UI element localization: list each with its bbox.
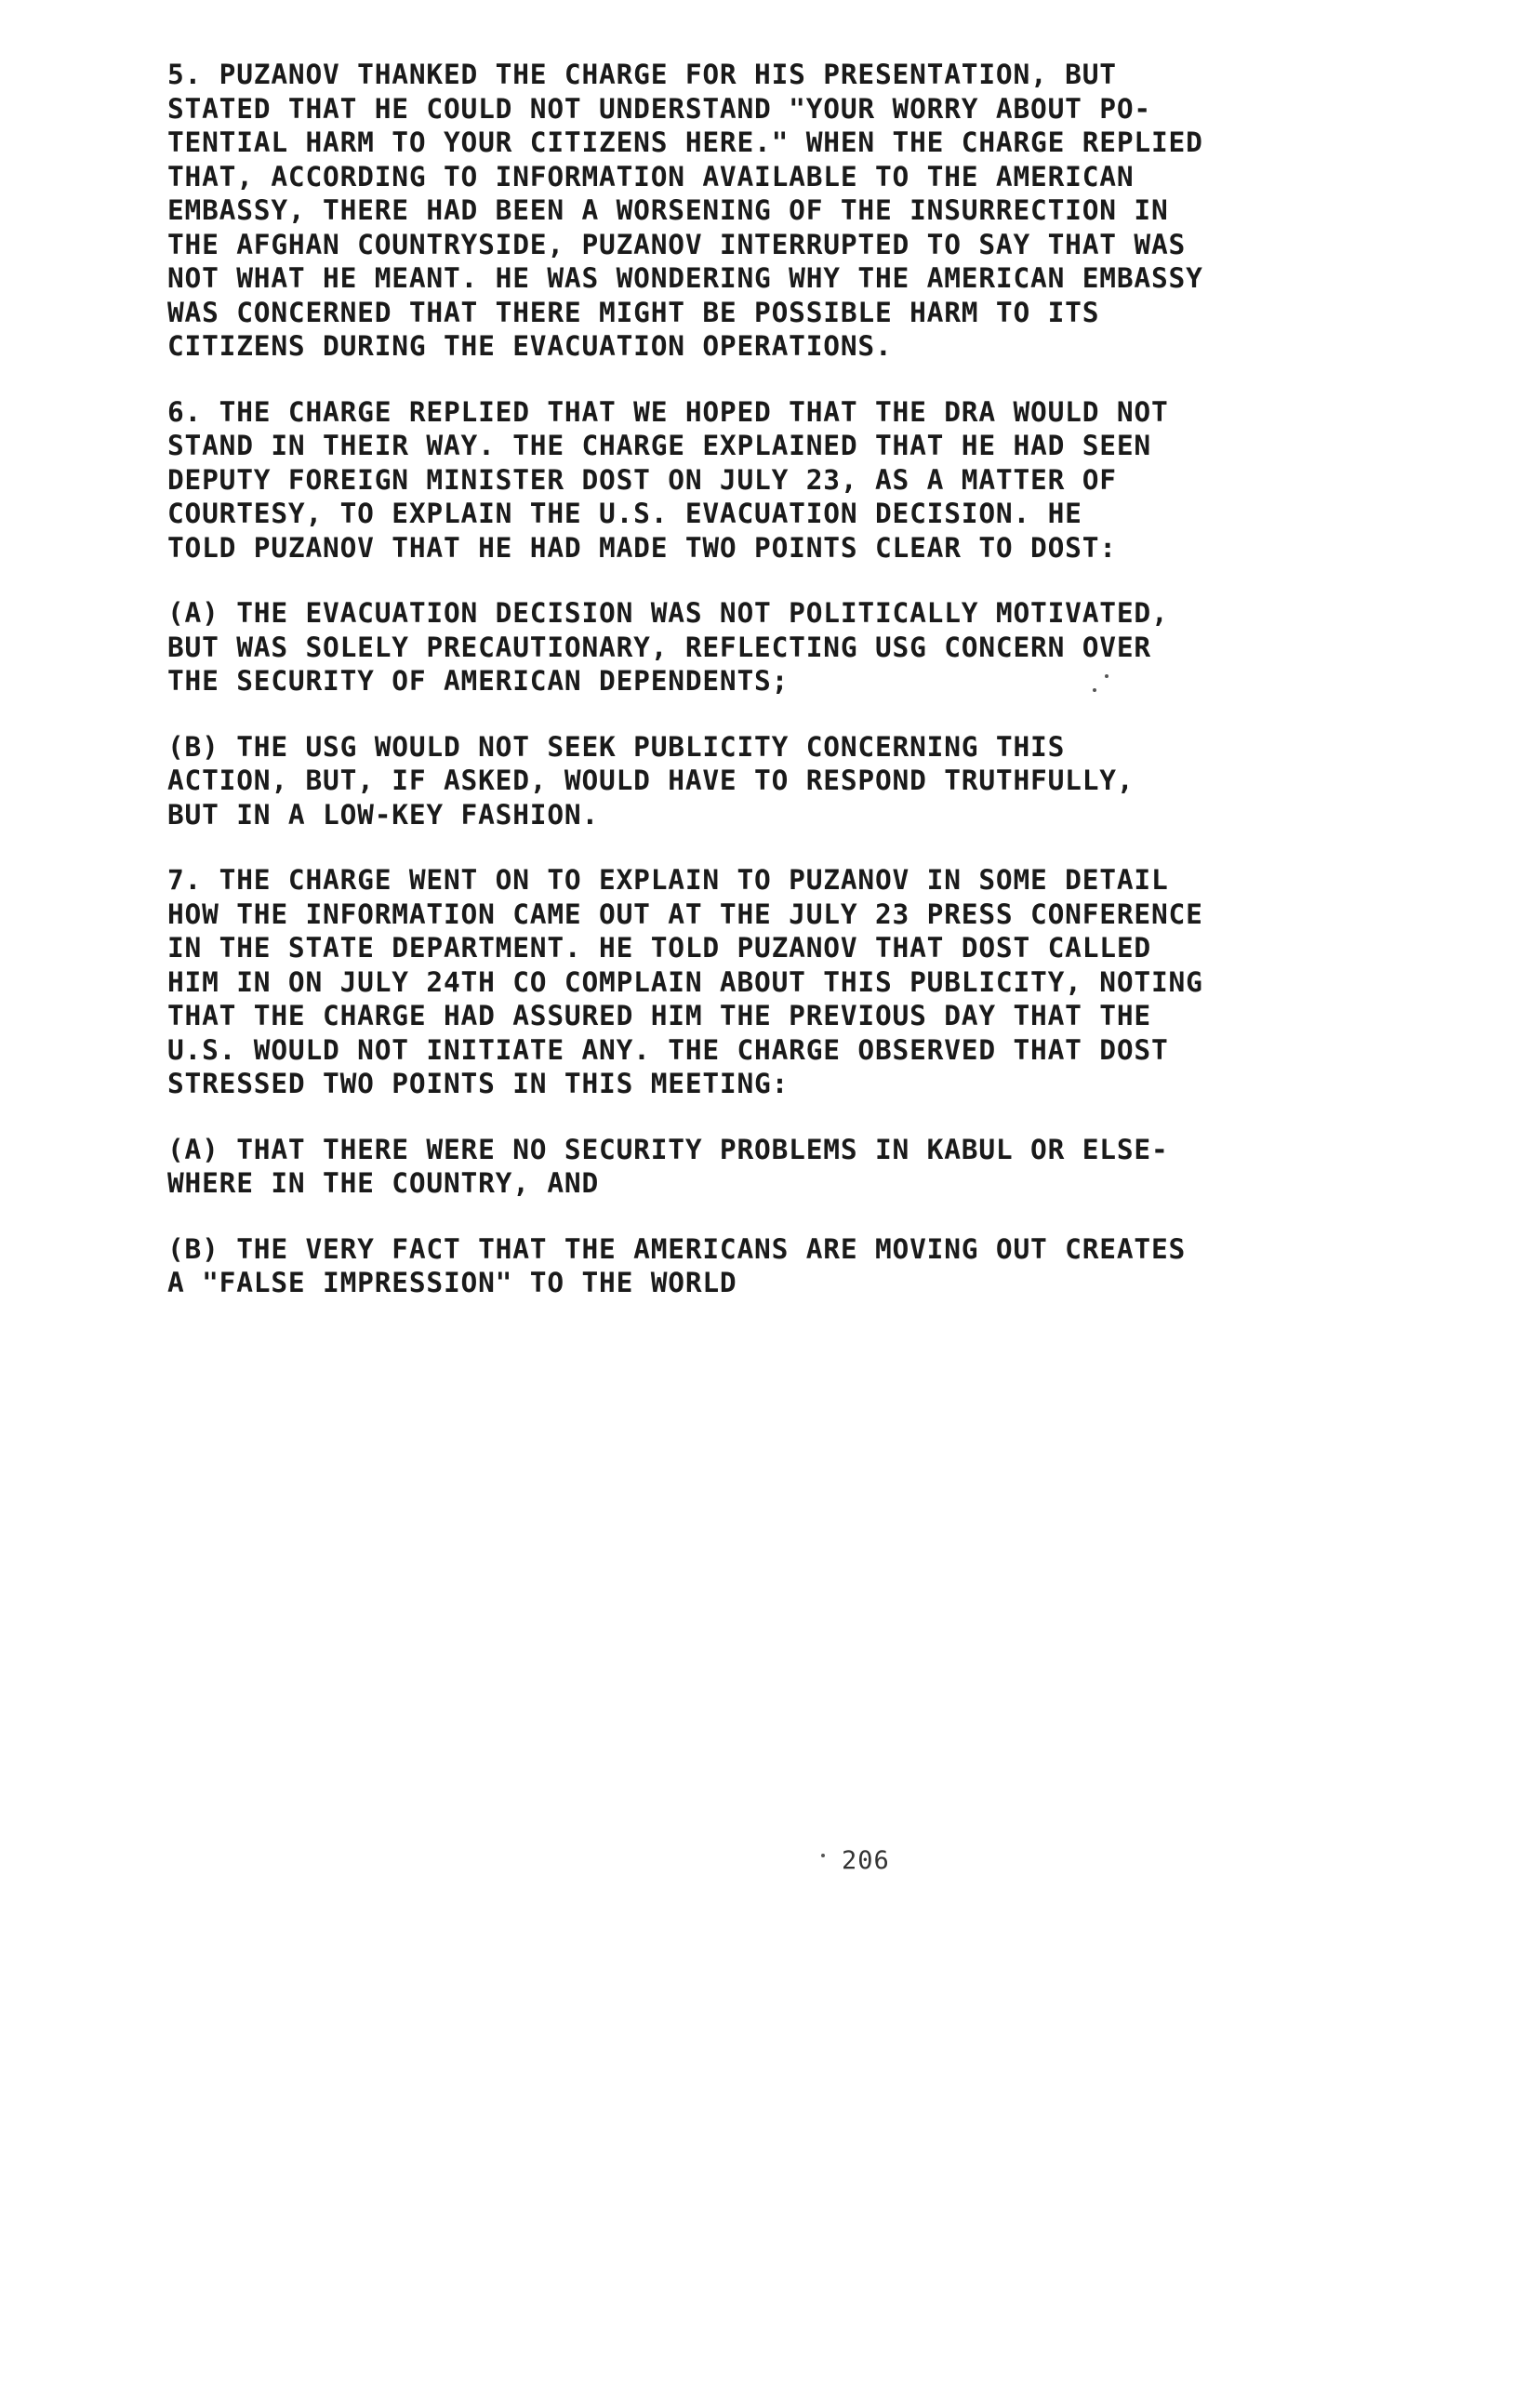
stray-mark-dot — [821, 1854, 825, 1857]
text-line: (A) THAT THERE WERE NO SECURITY PROBLEMS IN KABUL OR ELSE- — [167, 1133, 1169, 1165]
paragraph — [167, 395, 1395, 565]
text-line: THE AFGHAN COUNTRYSIDE, PUZANOV INTERRUPTED TO SAY THAT WAS — [167, 228, 1187, 260]
text-line: THAT, ACCORDING TO INFORMATION AVAILABLE TO THE AMERICAN — [167, 160, 1135, 193]
text-line: THE SECURITY OF AMERICAN DEPENDENTS; — [167, 665, 790, 697]
text-line: NOT WHAT HE MEANT. HE WAS WONDERING WHY THE AMERICAN EMBASSY — [167, 262, 1203, 294]
text-line: A "FALSE IMPRESSION" TO THE WORLD — [167, 1267, 737, 1298]
text-line: WAS CONCERNED THAT THERE MIGHT BE POSSIBLE HARM TO ITS — [167, 296, 1100, 328]
text-line: EMBASSY, THERE HAD BEEN A WORSENING OF THE INSURRECTION IN — [167, 194, 1169, 226]
text-line: STAND IN THEIR WAY. THE CHARGE EXPLAINED THAT HE HAD SEEN — [167, 430, 1151, 461]
text-line: HOW THE INFORMATION CAME OUT AT THE JULY 23 PRESS CONFERENCE — [167, 898, 1203, 930]
text-line: TENTIAL HARM TO YOUR CITIZENS HERE." WHEN THE CHARGE REPLIED — [167, 126, 1203, 158]
page-number: 206 — [842, 1846, 890, 1875]
text-line: CITIZENS DURING THE EVACUATION OPERATIONS. — [167, 330, 893, 362]
document-body — [167, 58, 1395, 1332]
text-line: HIM IN ON JULY 24TH CO COMPLAIN ABOUT THIS PUBLICITY, NOTING — [167, 965, 1203, 998]
text-line: BUT WAS SOLELY PRECAUTIONARY, REFLECTING USG CONCERN OVER — [167, 631, 1151, 663]
text-line: STATED THAT HE COULD NOT UNDERSTAND "YOUR WORRY ABOUT PO- — [167, 92, 1151, 125]
text-line: (B) THE VERY FACT THAT THE AMERICANS ARE MOVING OUT CREATES — [167, 1232, 1187, 1265]
text-line: (B) THE USG WOULD NOT SEEK PUBLICITY CONCERNING THIS — [167, 730, 1066, 763]
text-line: 5. PUZANOV THANKED THE CHARGE FOR HIS PRESENTATION, BUT — [167, 59, 1117, 90]
text-line: STRESSED TWO POINTS IN THIS MEETING: — [167, 1068, 790, 1099]
text-line: 6. THE CHARGE REPLIED THAT WE HOPED THAT THE DRA WOULD NOT — [167, 395, 1169, 428]
paragraph — [167, 730, 1395, 832]
text-line: THAT THE CHARGE HAD ASSURED HIM THE PREVIOUS DAY THAT THE — [167, 1000, 1151, 1031]
text-line: U.S. WOULD NOT INITIATE ANY. THE CHARGE OBSERVED THAT DOST — [167, 1033, 1169, 1066]
paragraph — [167, 58, 1395, 364]
text-line: (A) THE EVACUATION DECISION WAS NOT POLITICALLY MOTIVATED, — [167, 597, 1169, 629]
text-line: DEPUTY FOREIGN MINISTER DOST ON JULY 23, AS A MATTER OF — [167, 463, 1117, 496]
stray-mark-dot — [1105, 674, 1109, 678]
paragraph — [167, 863, 1395, 1101]
text-line: ACTION, BUT, IF ASKED, WOULD HAVE TO RESPOND TRUTHFULLY, — [167, 765, 1135, 796]
stray-mark-dot — [1093, 688, 1096, 692]
text-line: COURTESY, TO EXPLAIN THE U.S. EVACUATION DECISION. HE — [167, 498, 1082, 529]
text-line: BUT IN A LOW-KEY FASHION. — [167, 798, 600, 831]
paragraph — [167, 596, 1395, 698]
paragraph — [167, 1232, 1395, 1300]
text-line: 7. THE CHARGE WENT ON TO EXPLAIN TO PUZANOV IN SOME DETAIL — [167, 864, 1169, 896]
text-line: WHERE IN THE COUNTRY, AND — [167, 1167, 600, 1199]
paragraph — [167, 1133, 1395, 1201]
text-line: IN THE STATE DEPARTMENT. HE TOLD PUZANOV THAT DOST CALLED — [167, 932, 1151, 964]
text-line: TOLD PUZANOV THAT HE HAD MADE TWO POINTS CLEAR TO DOST: — [167, 531, 1117, 564]
